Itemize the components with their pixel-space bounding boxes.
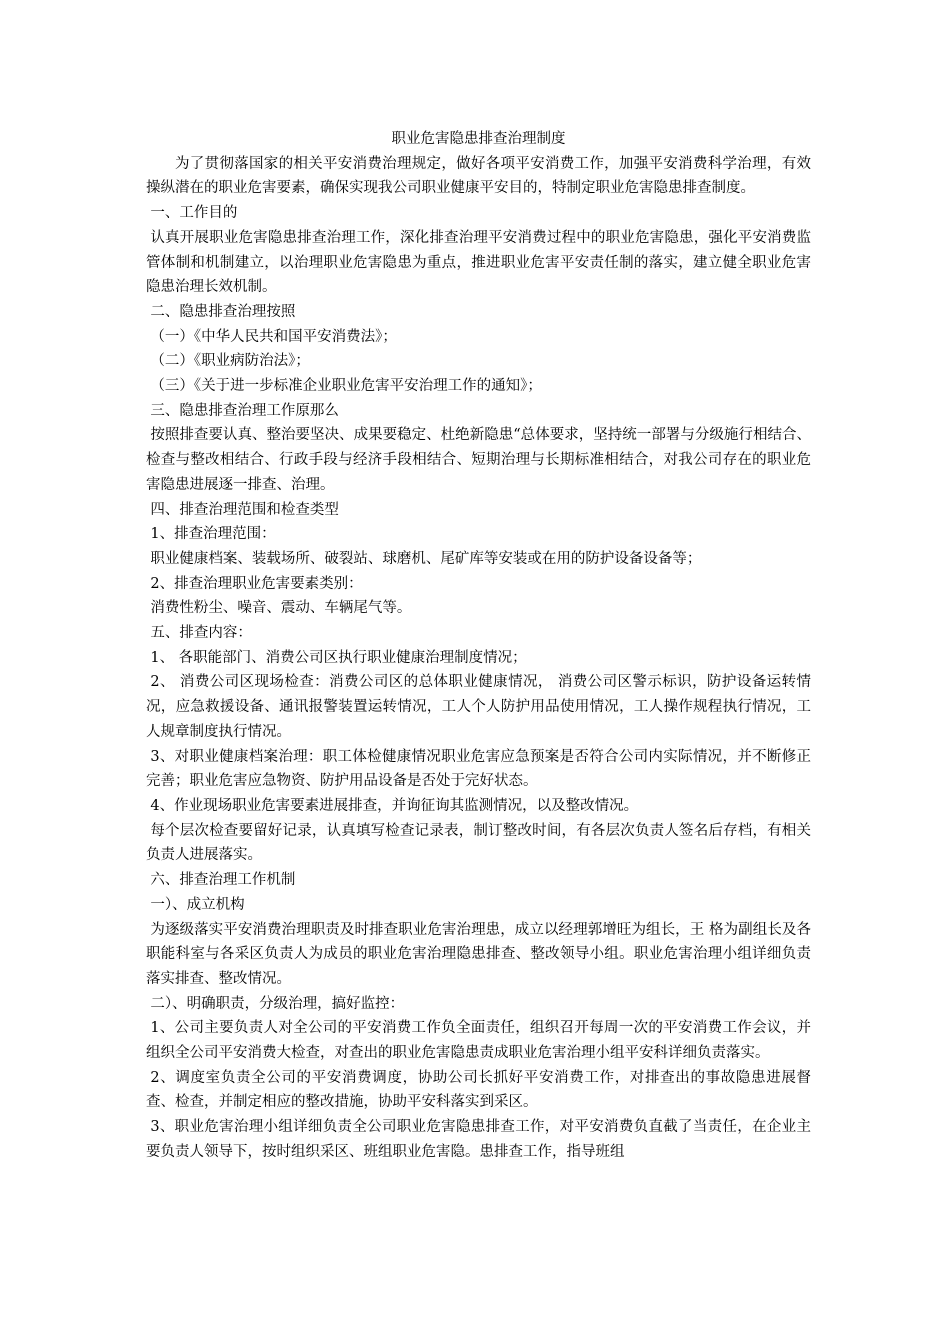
paragraph: 2、调度室负责全公司的平安消费调度，协助公司长抓好平安消费工作，对排查出的事故隐患进展督查、检查，并制定相应的整改措施，协助平安科落实到采区。 xyxy=(146,1069,811,1111)
paragraph-list xyxy=(146,152,811,1165)
paragraph: 二）、明确职责，分级治理，搞好监控： xyxy=(150,995,405,1012)
paragraph: 四、排查治理范围和检查类型 xyxy=(150,501,339,518)
paragraph: 1、排查治理范围： xyxy=(150,526,276,543)
paragraph: 二、隐患排查治理按照 xyxy=(150,303,296,320)
paragraph: 3、对职业健康档案治理：职工体检健康情况职业危害应急预案是否符合公司内实际情况，并不断修正完善；职业危害应急物资、防护用品设备是否处于完好状态。 xyxy=(146,748,811,790)
paragraph: 3、职业危害治理小组详细负责全公司职业危害隐患排查工作，对平安消费负直截了当责任，在企业主要负责人领导下，按时组织采区、班组职业危害隐。患排查工作，指导班组 xyxy=(146,1119,811,1160)
paragraph: （三）《关于进一步标准企业职业危害平安治理工作的通知》； xyxy=(150,378,542,395)
paragraph: 1、 各职能部门、消费公司区执行职业健康治理制度情况； xyxy=(150,649,527,666)
paragraph: 一、工作目的 xyxy=(150,205,238,222)
paragraph: 每个层次检查要留好记录，认真填写检查记录表，制订整改时间，有各层次负责人签名后存档，有相关负责人进展落实。 xyxy=(146,822,811,864)
paragraph: 认真开展职业危害隐患排查治理工作，深化排查治理平安消费过程中的职业危害隐患，强化平安消费监管体制和机制建立，以治理职业危害隐患为重点，推进职业危害平安责任制的落实，建立健全职业危害隐患治理长效机制。 xyxy=(146,229,811,296)
paragraph: 1、公司主要负责人对全公司的平安消费工作负全面责任，组织召开每周一次的平安消费工作会议，并组织全公司平安消费大检查，对查出的职业危害隐患责成职业危害治理小组平安科详细负责落实。 xyxy=(146,1020,811,1062)
paragraph: 消费性粉尘、噪音、震动、车辆尾气等。 xyxy=(150,600,412,617)
document-title: 职业危害隐患排查治理制度 xyxy=(391,131,566,147)
paragraph: 职业健康档案、装载场所、破裂站、球磨机、尾矿库等安装或在用的防护设备设备等； xyxy=(150,550,702,567)
paragraph: （一）《中华人民共和国平安消费法》； xyxy=(150,328,397,345)
paragraph: 为逐级落实平安消费治理职责及时排查职业危害治理患，成立以经理郭增旺为组长，王 格为副组长及各职能科室与各采区负责人为成员的职业危害治理隐患排查、整改领导小组。职业危害治理小组详细负责落实排查、整改情况。 xyxy=(146,921,811,987)
paragraph: 六、排查治理工作机制 xyxy=(150,872,296,889)
paragraph: 五、排查内容： xyxy=(150,625,252,642)
paragraph: 为了贯彻落国家的相关平安消费治理规定，做好各项平安消费工作，加强平安消费科学治理，有效操纵潜在的职业危害要素，确保实现我公司职业健康平安目的，特制定职业危害隐患排查制度。 xyxy=(146,155,811,197)
paragraph: 按照排查要认真、整治要坚决、成果要稳定、杜绝新隐患“总体要求，坚持统一部署与分级施行相结合、检查与整改相结合、行政手段与经济手段相结合、短期治理与长期标准相结合，对我公司存在的职业危害隐患进展逐一排查、治理。 xyxy=(146,427,811,493)
paragraph: （二）《职业病防治法》； xyxy=(150,353,310,370)
paragraph: 2、 消费公司区现场检查：消费公司区的总体职业健康情况， 消费公司区警示标识，防护设备运转情况，应急救援设备、通讯报警装置运转情况，工人个人防护用品使用情况，工人操作规程执行情况，工人规章制度执行情况。 xyxy=(146,674,811,740)
paragraph: 一）、成立机构 xyxy=(150,896,245,913)
paragraph: 三、隐患排查治理工作原那么 xyxy=(150,402,339,419)
paragraph: 2、排查治理职业危害要素类别： xyxy=(150,575,363,592)
document-body xyxy=(146,127,811,1165)
paragraph: 4、作业现场职业危害要素进展排查，并询征询其监测情况，以及整改情况。 xyxy=(150,797,639,814)
